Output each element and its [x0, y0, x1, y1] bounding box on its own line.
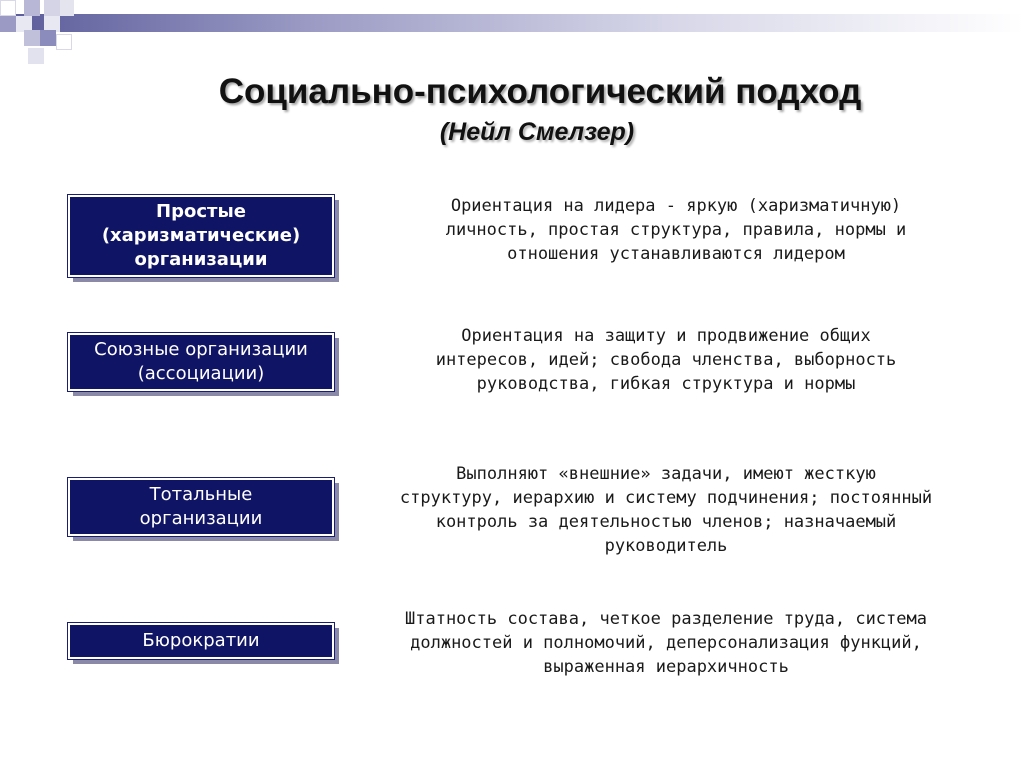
org-type-label: Бюрократии — [142, 630, 260, 651]
slide-title: Социально-психологический подход — [218, 72, 862, 111]
decor-square — [56, 34, 72, 50]
decor-square — [28, 48, 44, 64]
decor-square — [44, 0, 60, 16]
org-type-description: Ориентация на защиту и продвижение общих интересов, идей; свобода членства, выборность руководства, гибкая структура и нормы — [435, 326, 897, 394]
org-type-box-total — [68, 478, 334, 536]
org-type-label: Союзные организации (ассоциации) — [94, 339, 308, 384]
org-type-label: Простые (харизматические) организации — [101, 201, 301, 270]
org-type-description: Выполняют «внешние» задачи, имеют жесткую структуру, иерархию и систему подчинения; постоянный контроль за деятельностью членов; назначаемый руководитель — [399, 464, 933, 556]
org-type-box-union — [68, 333, 334, 391]
decor-square — [40, 30, 56, 46]
org-type-description: Ориентация на лидера - яркую (харизматичную) личность, простая структура, правила, нормы и отношения устанавливаются лидером — [445, 196, 907, 264]
decor-square — [60, 0, 74, 16]
org-type-description: Штатность состава, четкое разделение труда, система должностей и полномочий, деперсонализация функций, выраженная иерархичность — [405, 609, 927, 677]
decor-square — [0, 16, 16, 32]
header-gradient-bar — [0, 14, 1024, 32]
org-type-box-simple — [68, 195, 334, 277]
decor-square — [24, 0, 40, 16]
org-type-box-bureaucracy — [68, 623, 334, 659]
decor-square — [24, 30, 40, 46]
slide-subtitle: (Нейл Смелзер) — [439, 118, 635, 146]
org-type-label: Тотальные организации — [139, 484, 263, 529]
decor-square — [0, 0, 16, 16]
